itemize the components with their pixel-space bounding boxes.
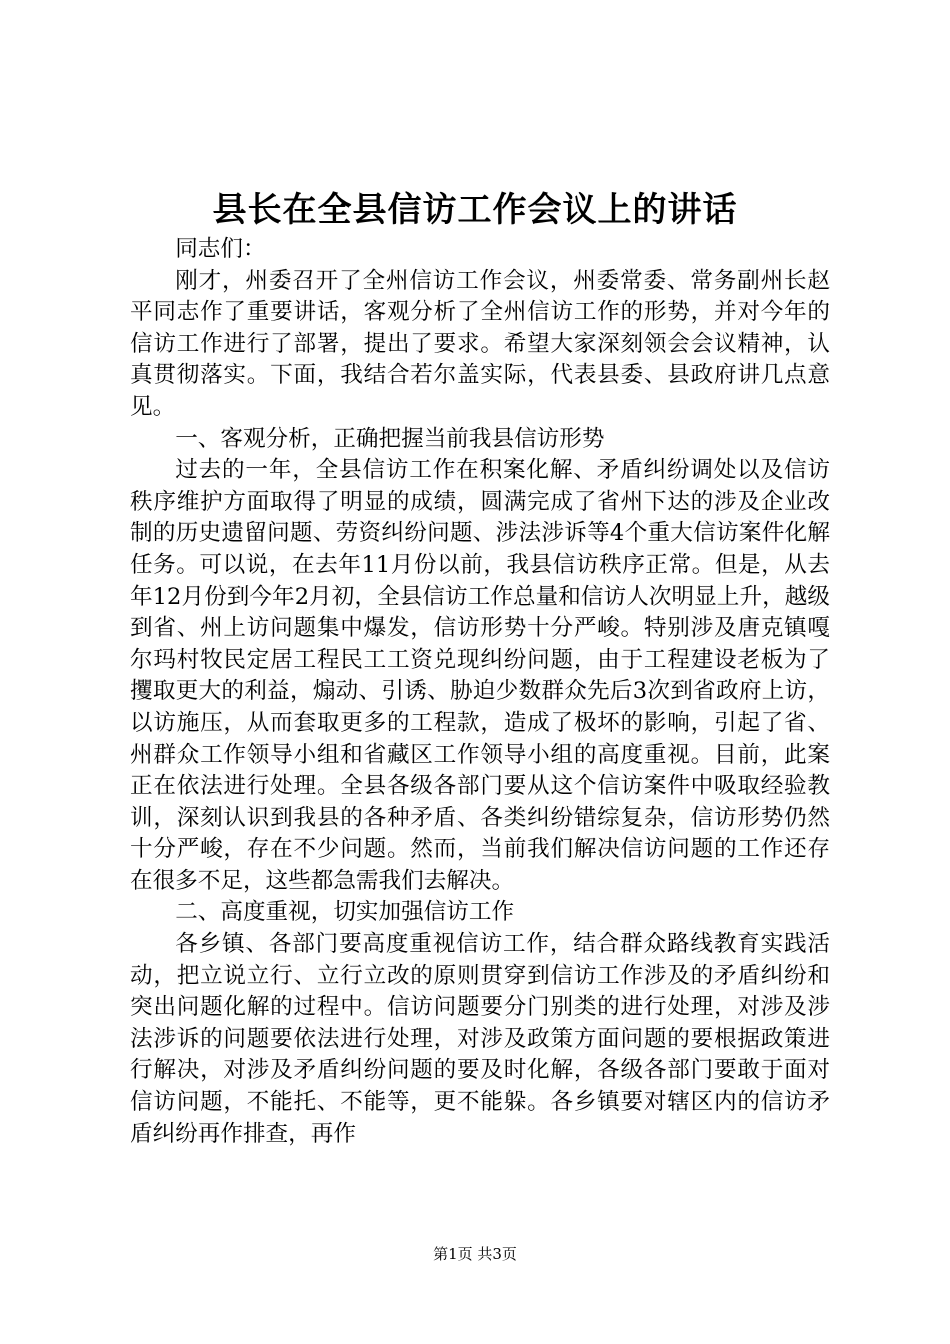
section-heading-1: 一、客观分析，正确把握当前我县信访形势 (175, 425, 605, 452)
page-footer: 第1页 共3页 (433, 1245, 517, 1263)
section-heading-2: 二、高度重视，切实加强信访工作 (175, 899, 515, 926)
document-body (130, 234, 830, 1150)
paragraph-emphasis: 各乡镇、各部门要高度重视信访工作，结合群众路线教育实践活动，把立说立行、立行立改的原则贯穿到信访工作涉及的矛盾纠纷和突出问题化解的过程中。信访问题要分门别类的进行处理，对涉及涉法涉诉的问题要依法进行处理，对涉及政策方面问题的要根据政策进行解决，对涉及矛盾纠纷问题的要及时化解，各级各部门要敢于面对信访问题，不能托、不能等，更不能躲。各乡镇要对辖区内的信访矛盾纠纷再作排查，再作 (130, 931, 830, 1147)
document-title: 县长在全县信访工作会议上的讲话 (212, 190, 738, 230)
salutation: 同志们： (175, 236, 266, 262)
paragraph-situation: 过去的一年，全县信访工作在积案化解、矛盾纠纷调处以及信访秩序维护方面取得了明显的成绩，圆满完成了省州下达的涉及企业改制的历史遗留问题、劳资纠纷问题、涉法涉诉等4个重大信访案件化解任务。可以说，在去年11月份以前，我县信访秩序正常。但是，从去年12月份到今年2月初，全县信访工作总量和信访人次明显上升，越级到省、州上访问题集中爆发，信访形势十分严峻。特别涉及唐克镇嘎尔玛村牧民定居工程民工工资兑现纠纷问题，由于工程建设老板为了攫取更大的利益，煽动、引诱、胁迫少数群众先后3次到省政府上访，以访施压，从而套取更多的工程款，造成了极坏的影响，引起了省、州群众工作领导小组和省藏区工作领导小组的高度重视。目前，此案正在依法进行处理。全县各级各部门要从这个信访案件中吸取经验教训，深刻认识到我县的各种矛盾、各类纠纷错综复杂，信访形势仍然十分严峻，存在不少问题。然而，当前我们解决信访问题的工作还存在很多不足，这些都急需我们去解决。 (130, 457, 830, 894)
paragraph-intro: 刚才，州委召开了全州信访工作会议，州委常委、常务副州长赵平同志作了重要讲话，客观分析了全州信访工作的形势，并对今年的信访工作进行了部署，提出了要求。希望大家深刻领会会议精神，认真贯彻落实。下面，我结合若尔盖实际，代表县委、县政府讲几点意见。 (130, 267, 830, 420)
